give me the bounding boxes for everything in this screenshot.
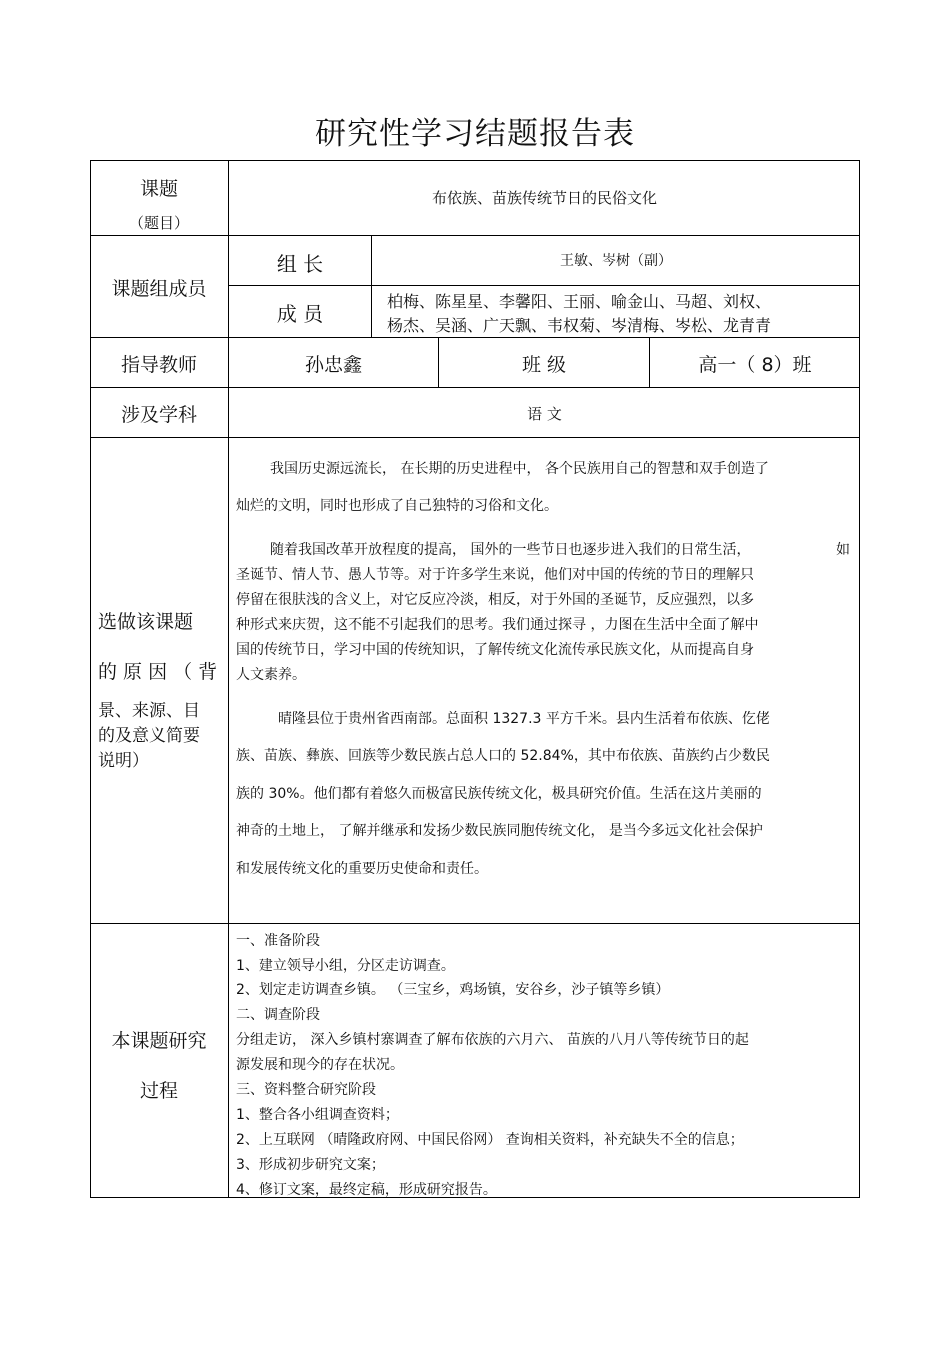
subject-value: 语 文 (527, 405, 562, 423)
reason-label-3: 景、来源、目 (98, 701, 200, 721)
reason-paragraph-line: 圣诞节、情人节、愚人节等。对于许多学生来说，他们对中国的传统的节日的理解只 (236, 567, 754, 583)
row-divider (90, 923, 860, 924)
class-label: 班 级 (521, 354, 567, 376)
reason-label-2: 的 原 因 （ 背 (98, 661, 218, 683)
members-label: 课题组成员 (111, 278, 207, 300)
process-line: 二、调查阶段 (236, 1007, 320, 1023)
process-line: 4、修订文案，最终定稿，形成研究报告。 (236, 1182, 497, 1198)
process-label-2: 过程 (139, 1080, 178, 1102)
reason-paragraph-line: 随着我国改革开放程度的提高， 国外的一些节日也逐步进入我们的日常生活， (270, 542, 751, 558)
leader-label: 组 长 (276, 252, 324, 276)
process-line: 1、整合各小组调查资料； (236, 1107, 399, 1123)
reason-label-5: 说明） (98, 751, 149, 771)
topic-sublabel: （题目） (128, 214, 189, 232)
row-divider (90, 337, 860, 338)
process-line: 三、资料整合研究阶段 (236, 1082, 376, 1098)
reason-label-4: 的及意义简要 (98, 726, 200, 746)
reason-label-1: 选做该课题 (98, 611, 194, 633)
member-label: 成 员 (276, 302, 324, 326)
reason-paragraph-line: 神奇的土地上， 了解并继承和发扬少数民族同胞传统文化， 是当今多远文化社会保护 (236, 823, 763, 839)
process-line: 1、建立领导小组，分区走访调查。 (236, 958, 455, 974)
row-divider (229, 285, 860, 286)
row-divider (90, 387, 860, 388)
row-divider (90, 437, 860, 438)
reason-paragraph-line: 和发展传统文化的重要历史使命和责任。 (236, 861, 488, 877)
page-title: 研究性学习结题报告表 (315, 116, 635, 152)
subject-label: 涉及学科 (120, 404, 197, 426)
topic-value: 布依族、苗族传统节日的民俗文化 (431, 189, 657, 207)
process-line: 3、形成初步研究文案； (236, 1157, 385, 1173)
class-value: 高一（ 8）班 (698, 354, 812, 376)
process-line: 2、上互联网 （晴隆政府网、中国民俗网） 查询相关资料，补充缺失不全的信息； (236, 1132, 744, 1148)
reason-paragraph-line: 族、苗族、彝族、回族等少数民族占总人口的 52.84%，其中布依族、苗族约占少数民 (236, 748, 770, 764)
teacher-value: 孙忠鑫 (304, 354, 362, 376)
process-line: 一、准备阶段 (236, 933, 320, 949)
process-line: 源发展和现今的存在状况。 (236, 1057, 404, 1073)
reason-paragraph-line: 种形式来庆贺，这不能不引起我们的思考。我们通过探寻 ，力图在生活中全面了解中 (236, 617, 759, 633)
process-line: 分组走访， 深入乡镇村寨调查了解布依族的六月六、 苗族的八月八等传统节日的起 (236, 1032, 749, 1048)
reason-paragraph-line: 族的 30%。他们都有着悠久而极富民族传统文化，极具研究价值。生活在这片美丽的 (236, 786, 762, 802)
reason-paragraph-line: 停留在很肤浅的含义上，对它反应冷淡，相反，对于外国的圣诞节，反应强烈，以多 (236, 592, 754, 608)
member-line-2: 杨杰、吴涵、广天飘、韦权菊、岑清梅、岑松、龙青青 (387, 316, 772, 335)
reason-paragraph-line: 我国历史源远流长， 在长期的历史进程中， 各个民族用自己的智慧和双手创造了 (270, 461, 769, 477)
process-line: 2、划定走访调查乡镇。 （三宝乡，鸡场镇，安谷乡，沙子镇等乡镇） (236, 982, 670, 998)
reason-paragraph-line: 如 (836, 542, 850, 558)
leader-value: 王敏、岑树（副） (560, 253, 672, 269)
member-line-1: 柏梅、陈星星、李馨阳、王丽、喻金山、马超、刘权、 (387, 292, 772, 311)
reason-paragraph-line: 晴隆县位于贵州省西南部。总面积 1327.3 平方千米。县内生活着布依族、仡佬 (278, 711, 770, 727)
teacher-label: 指导教师 (120, 354, 197, 376)
row-divider (90, 235, 860, 236)
process-label-1: 本课题研究 (111, 1030, 207, 1052)
reason-paragraph-line: 灿烂的文明，同时也形成了自己独特的习俗和文化。 (236, 498, 558, 514)
topic-label: 课题 (139, 178, 178, 200)
reason-paragraph-line: 国的传统节日，学习中国的传统知识，了解传统文化流传承民族文化，从而提高自身 (236, 642, 754, 658)
reason-paragraph-line: 人文素养。 (236, 667, 306, 683)
